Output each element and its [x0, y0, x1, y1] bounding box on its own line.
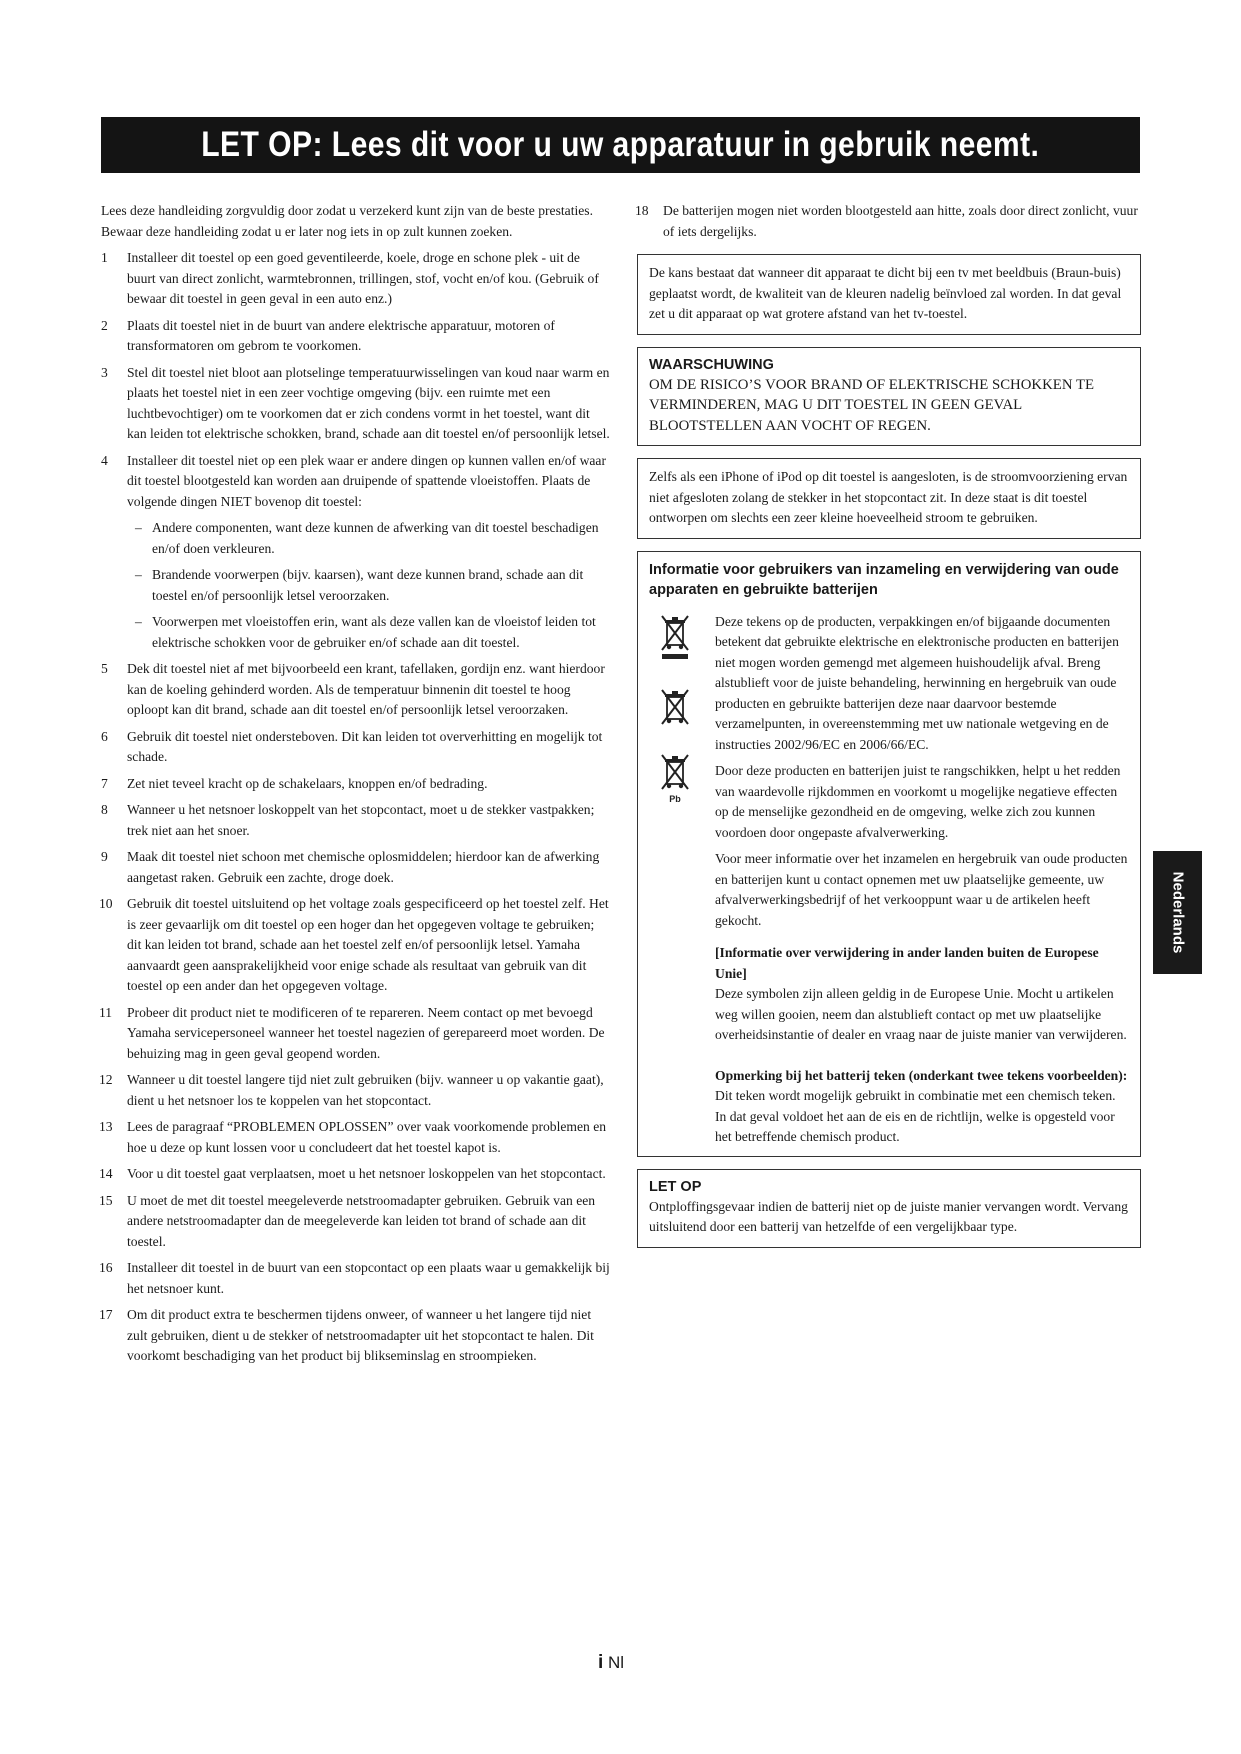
warning-box — [637, 347, 1141, 447]
iphone-notice-box: Zelfs als een iPhone of iPod op dit toestel is aangesloten, is de stroomvoorziening ervan niet afgesloten zolang de stekker in het stopcontact zit. In deze staat is dit toestel ontworpen om slechts een zeer kleine hoeveelheid stroom te gebruiken. — [637, 458, 1141, 539]
list-item: 7 Zet niet teveel kracht op de schakelaars, knoppen en/of bedrading. — [101, 775, 488, 791]
disposal-paragraph: Voor meer informatie over het inzamelen en hergebruik van oude producten en batterijen kunt u contact opnemen met uw plaatselijke gemeente, uw afvalverwerkingsbedrijf of het verkooppunt waar u de artikelen heeft gekocht. — [715, 851, 1128, 928]
list-item: 5 Dek dit toestel niet af met bijvoorbeeld een krant, tafellaken, gordijn enz. want hierdoor kan de koeling gehinderd worden. Als de temperatuur binnenin dit toestel te hoog oploopt kan dit brand, schade aan dit toestel en/of persoonlijk letsel veroorzaken. — [101, 661, 605, 717]
crossed-bin-pb-icon — [658, 753, 692, 812]
language-tab: Nederlands — [1153, 851, 1202, 974]
left-column — [101, 201, 611, 1373]
weee-symbols — [658, 614, 692, 832]
disposal-info-title: Informatie voor gebruikers van inzameling en verwijdering van oude apparaten en gebruikte batterijen — [649, 561, 1119, 598]
warning-text: OM DE RISICO’S VOOR BRAND OF ELEKTRISCHE SCHOKKEN TE VERMINDEREN, MAG U DIT TOESTEL IN GEEN GEVAL BLOOTSTELLEN AAN VOCHT OF REGEN. — [649, 376, 1095, 434]
caution-title: LET OP — [649, 1178, 702, 1195]
safety-list-continued — [637, 201, 1142, 242]
caution-box — [637, 1169, 1141, 1248]
list-item: 4 Installeer dit toestel niet op een plek waar er andere dingen op kunnen vallen en/of waar dit toestel blootgesteld kan worden aan druipende of spattende vloeistoffen. Plaats de volgende dingen NIET bovenop dit toestel: – Andere componenten, want deze kunnen de afwerking van dit toestel beschadigen en/of doen verkleuren. – Brandende voorwerpen (bijv. kaarsen), want deze kunnen brand, schade aan dit toestel en/of persoonlijk letsel veroorzaken. – Voorwerpen met vloeistoffen erin, want als deze vallen kan de vloeistof leiden tot elektrische schokken voor de gebruiker en/of schade aan dit toestel. — [101, 451, 611, 654]
list-item: 9 Maak dit toestel niet schoon met chemische oplosmiddelen; hierdoor kan de afwerking aangetast raken. Gebruik een zachte, droge doek. — [101, 849, 600, 885]
pb-label: Pb — [669, 793, 681, 804]
disposal-paragraph: Door deze producten en batterijen juist te rangschikken, helpt u het redden van waardevolle rijkdommen en voorkomt u mogelijke negatieve effecten op de menselijke gezondheid en de omgeving, welke zich zou kunnen voordoen door ongepaste afvalverwerking. — [715, 763, 1121, 840]
warning-title: WAARSCHUWING — [649, 356, 774, 373]
battery-paragraph: Dit teken wordt mogelijk gebruikt in combinatie met een chemisch teken. In dat geval voldoet het aan de eis en de richtlijn, welke is opgesteld voor het betreffende chemisch product. — [715, 1088, 1116, 1144]
list-item: 15 U moet de met dit toestel meegeleverde netstroomadapter gebruiken. Gebruik van een andere netstroomadapter dan de meegeleverde kan leiden tot brand of schade aan dit toestel. — [99, 1192, 596, 1249]
disposal-info-body — [649, 612, 1130, 1148]
right-column — [637, 201, 1142, 1248]
crossed-bin-bar-icon — [658, 614, 692, 669]
disposal-info-box — [637, 551, 1141, 1157]
safety-list — [101, 248, 611, 1367]
list-item: 10 Gebruik dit toestel uitsluitend op het voltage zoals gespecificeerd op het toestel zelf. Het is zeer gevaarlijk om dit toestel op een hoger dan het opgegeven voltage te gebruiken; dit kan leiden tot brand, schade aan het toestel zelf en/of persoonlijk letsel. Yamaha aanvaardt geen aansprakelijkheid voor enige schade als resultaat van gebruik van dit toestel op een ander dan het opgegeven voltage. — [99, 896, 609, 993]
battery-heading: Opmerking bij het batterij teken (onderkant twee tekens voorbeelden): — [715, 1067, 1128, 1083]
list-item: 6 Gebruik dit toestel niet ondersteboven. Dit kan leiden tot oververhitting en mogelijk tot schade. — [101, 728, 603, 764]
sub-list-item: – Voorwerpen met vloeistoffen erin, want als deze vallen kan de vloeistof leiden tot elektrische schokken voor de gebruiker en/of schade aan dit toestel. — [135, 614, 596, 650]
intro-paragraph: Lees deze handleiding zorgvuldig door zodat u verzekerd kunt zijn van de beste prestaties. Bewaar deze handleiding zodat u er later nog iets in op zult kunnen zoeken. — [101, 203, 593, 239]
sub-list-item: – Andere componenten, want deze kunnen de afwerking van dit toestel beschadigen en/of doen verkleuren. — [135, 520, 599, 556]
list-item: 2 Plaats dit toestel niet in de buurt van andere elektrische apparatuur, motoren of transformatoren om gebrom te voorkomen. — [101, 317, 555, 353]
crossed-bin-icon — [658, 688, 692, 733]
list-item: 18 De batterijen mogen niet worden blootgesteld aan hitte, zoals door direct zonlicht, vuur of iets dergelijks. — [635, 203, 1138, 239]
list-item: 13 Lees de paragraaf “PROBLEMEN OPLOSSEN” over vaak voorkomende problemen en hoe u deze op kunt lossen voor u concludeert dat het toestel kapot is. — [99, 1119, 607, 1155]
disposal-paragraph: Deze tekens op de producten, verpakkingen en/of bijgaande documenten betekent dat gebruikte elektrische en elektronische producten en batterijen niet mogen worden gemengd met algemeen huishoudelijk afval. Breng alstublieft voor de juiste behandeling, herwinning en hergebruik van oude producten en gebruikte batterijen deze naar daarvoor bestemde verzamelpunten, in overeenstemming met uw nationale wetgeving en de instructies 2002/96/EC en 2006/66/EC. — [715, 613, 1119, 752]
page-number: i Nl — [598, 1652, 625, 1673]
list-item: 3 Stel dit toestel niet bloot aan plotselinge temperatuurwisselingen van koud naar warm en plaats het toestel niet in een zeer vochtige omgeving (bijv. een ruimte met een luchtbevochtiger) om te voorkomen dat er zich condens vormt in het toestel, want dit kan leiden tot elektrische schokken, brand, schade aan dit toestel en/of persoonlijk letsel. — [101, 364, 610, 441]
sub-list — [127, 518, 611, 653]
eu-paragraph: Deze symbolen zijn alleen geldig in de Europese Unie. Mocht u artikelen weg willen gooien, neem dan alstublieft contact op met uw plaatselijke overheidsinstantie of dealer en vraag naar de juiste manier van verwijderen. — [715, 986, 1127, 1042]
list-item: 16 Installeer dit toestel in de buurt van een stopcontact op een plaats waar u gemakkelijk bij het netsnoer kunt. — [99, 1260, 610, 1296]
list-item: 8 Wanneer u het netsnoer loskoppelt van het stopcontact, moet u de stekker vastpakken; trek niet aan het snoer. — [101, 802, 595, 838]
tv-notice-box: De kans bestaat dat wanneer dit apparaat te dicht bij een tv met beeldbuis (Braun-buis) geplaatst wordt, de kwaliteit van de kleuren nadelig beïnvloed zal worden. In dat geval zet u dit apparaat op wat grotere afstand van het tv-toestel. — [637, 254, 1141, 335]
list-item: 11 Probeer dit product niet te modificeren of te repareren. Neem contact op met bevoegd Yamaha servicepersoneel wanneer het toestel nagezien of gerepareerd moet worden. De behuizing mag in geen geval geopend worden. — [99, 1004, 605, 1061]
list-item: 14 Voor u dit toestel gaat verplaatsen, moet u het netsnoer loskoppelen van het stopcontact. — [99, 1166, 606, 1181]
page-title: LET OP: Lees dit voor u uw apparatuur in gebruik neemt. — [101, 117, 1140, 173]
list-item: 1 Installeer dit toestel op een goed geventileerde, koele, droge en schone plek - uit de buurt van direct zonlicht, warmtebronnen, trillingen, stof, vocht en/of kou. (Gebruik of bewaar dit toestel in geen geval in een auto enz.) — [101, 250, 599, 306]
list-item: 12 Wanneer u dit toestel langere tijd niet zult gebruiken (bijv. wanneer u op vakantie gaat), dient u het netsnoer los te koppelen van het stopcontact. — [99, 1072, 604, 1108]
list-item: 17 Om dit product extra te beschermen tijdens onweer, of wanneer u het langere tijd niet zult gebruiken, dient u de stekker of netstroomadapter uit het stopcontact te halen. Dit voorkomt beschadiging van het product bij blikseminslag en stroompieken. — [99, 1307, 594, 1363]
eu-heading: [Informatie over verwijdering in ander landen buiten de Europese Unie] — [715, 945, 1099, 981]
sub-list-item: – Brandende voorwerpen (bijv. kaarsen), want deze kunnen brand, schade aan dit toestel en/of persoonlijk letsel veroorzaken. — [135, 567, 584, 603]
caution-text: Ontploffingsgevaar indien de batterij niet op de juiste manier vervangen wordt. Vervang uitsluitend door een batterij van hetzelfde of een vergelijkbaar type. — [649, 1198, 1128, 1234]
